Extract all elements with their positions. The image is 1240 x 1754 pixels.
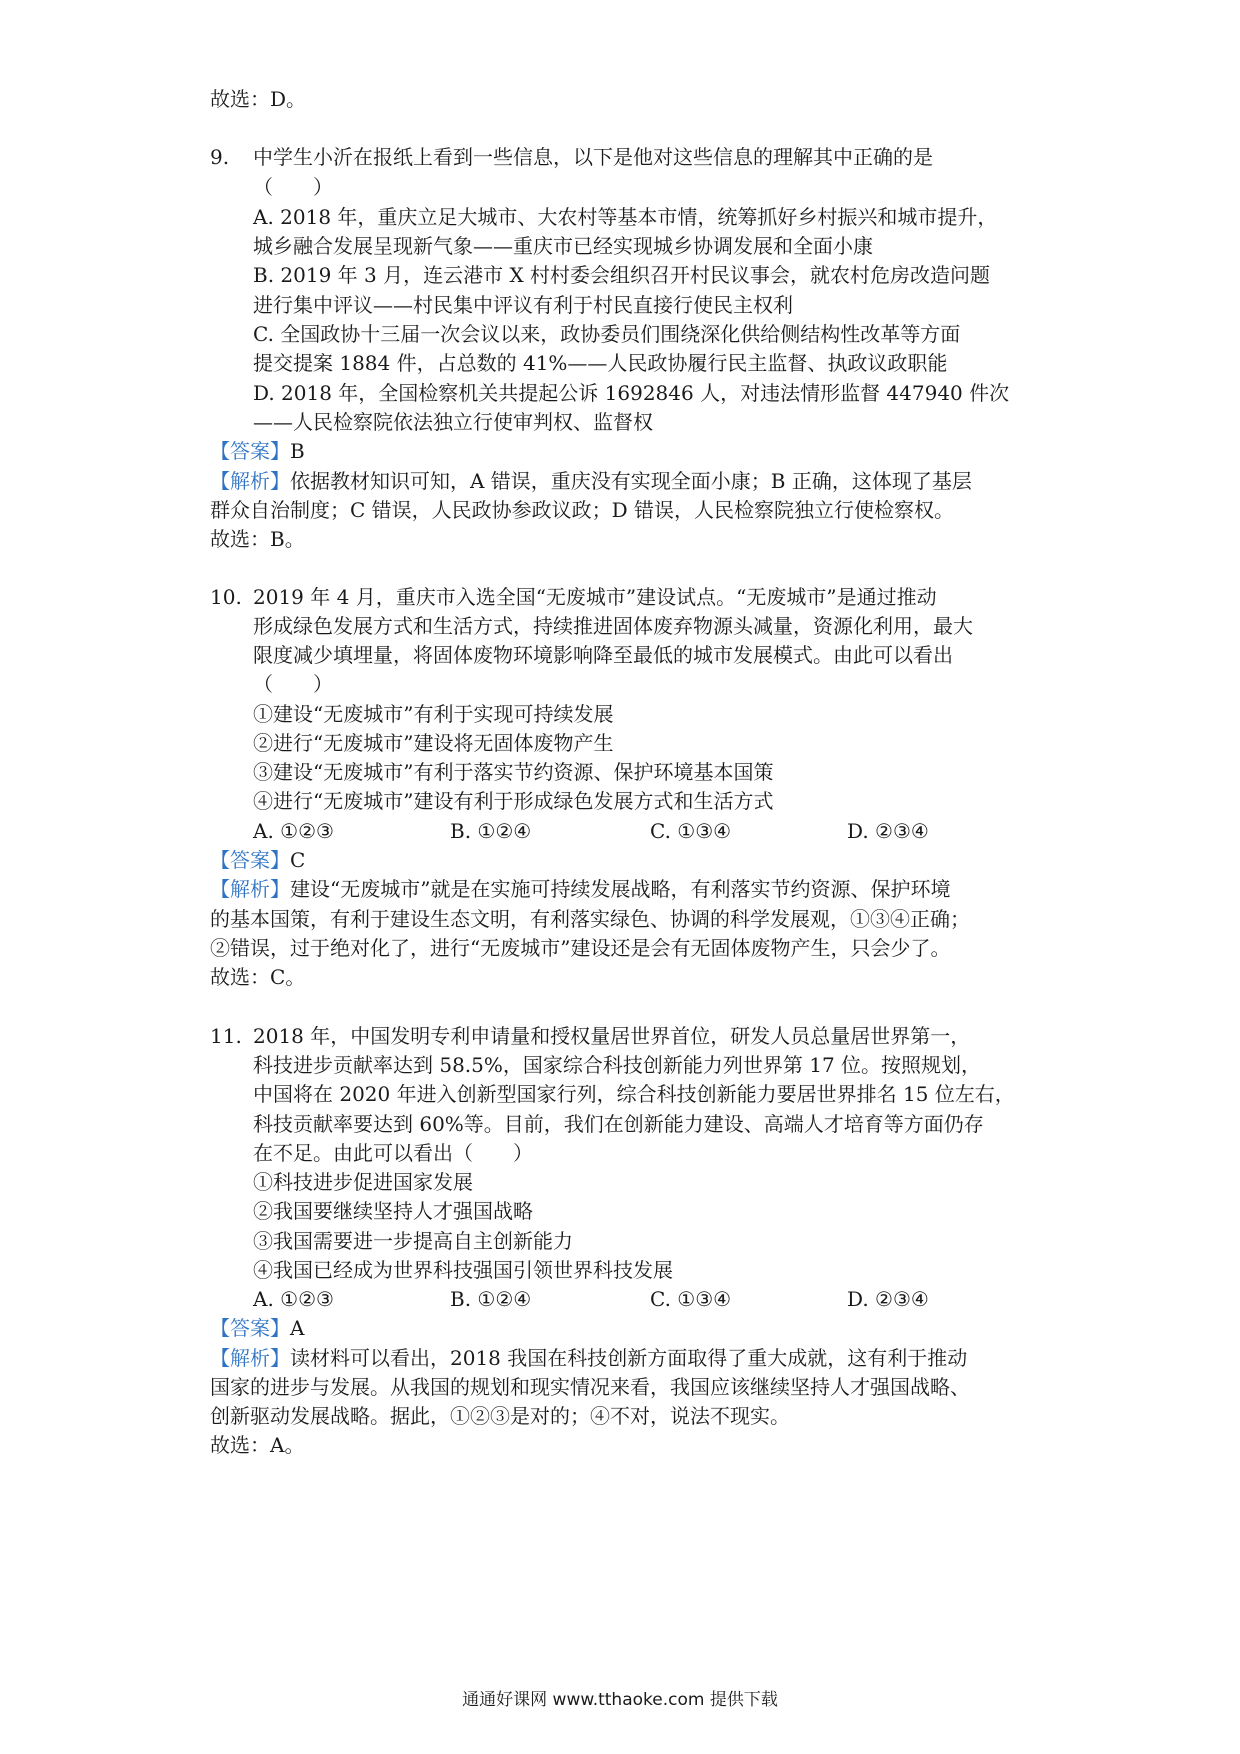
question-stem: 限度减少填埋量，将固体废物环境影响降至最低的城市发展模式。由此可以看出 bbox=[253, 643, 953, 667]
analysis-line: 创新驱动发展战略。据此，①②③是对的；④不对，说法不现实。 bbox=[210, 1404, 790, 1428]
question-stem: 中学生小沂在报纸上看到一些信息，以下是他对这些信息的理解其中正确的是 bbox=[253, 145, 933, 169]
choice-a: A. ①②③ bbox=[253, 819, 334, 843]
analysis-text: 读材料可以看出，2018 我国在科技创新方面取得了重大成就，这有利于推动 bbox=[290, 1346, 968, 1370]
analysis-line: 群众自治制度；C 错误，人民政协参政议政；D 错误，人民检察院独立行使检察权。 bbox=[210, 498, 955, 522]
choice-d: D. ②③④ bbox=[847, 1287, 929, 1311]
answer-tag: 【答案】 bbox=[210, 439, 290, 463]
analysis-line bbox=[210, 466, 972, 496]
answer-value: B bbox=[290, 439, 305, 463]
answer-line bbox=[210, 1313, 304, 1343]
analysis-conclusion: 故选：B。 bbox=[210, 527, 305, 551]
question-stem: 2019 年 4 月，重庆市入选全国“无废城市”建设试点。“无废城市”是通过推动 bbox=[253, 585, 937, 609]
option-line: A. 2018 年，重庆立足大城市、大农村等基本市情，统筹抓好乡村振兴和城市提升， bbox=[253, 205, 998, 229]
analysis-line: 的基本国策，有利于建设生态文明，有利落实绿色、协调的科学发展观，①③④正确； bbox=[210, 907, 970, 931]
prev-conclusion: 故选：D。 bbox=[210, 87, 307, 111]
statement: ①科技进步促进国家发展 bbox=[253, 1170, 473, 1194]
statement: ③我国需要进一步提高自主创新能力 bbox=[253, 1229, 573, 1253]
question-stem: 科技进步贡献率达到 58.5%，国家综合科技创新能力列世界第 17 位。按照规划， bbox=[253, 1053, 982, 1077]
answer-line bbox=[210, 845, 305, 875]
statement: ③建设“无废城市”有利于落实节约资源、保护环境基本国策 bbox=[253, 760, 774, 784]
answer-value: A bbox=[290, 1316, 305, 1340]
question-stem: 科技贡献率要达到 60%等。目前，我们在创新能力建设、高端人才培育等方面仍存 bbox=[253, 1112, 984, 1136]
choice-a: A. ①②③ bbox=[253, 1287, 334, 1311]
option-line: ——人民检察院依法独立行使审判权、监督权 bbox=[253, 410, 653, 434]
option-line: C. 全国政协十三届一次会议以来，政协委员们围绕深化供给侧结构性改革等方面 bbox=[253, 322, 961, 346]
question-stem: 中国将在 2020 年进入创新型国家行列，综合科技创新能力要居世界排名 15 位左右， bbox=[253, 1082, 1015, 1106]
analysis-tag: 【解析】 bbox=[210, 1346, 290, 1370]
choice-c: C. ①③④ bbox=[650, 819, 732, 843]
answer-line bbox=[210, 436, 305, 466]
statement: ①建设“无废城市”有利于实现可持续发展 bbox=[253, 702, 614, 726]
choice-d: D. ②③④ bbox=[847, 819, 929, 843]
analysis-line: ②错误，过于绝对化了，进行“无废城市”建设还是会有无固体废物产生，只会少了。 bbox=[210, 936, 951, 960]
answer-tag: 【答案】 bbox=[210, 848, 290, 872]
analysis-line: 国家的进步与发展。从我国的规划和现实情况来看，我国应该继续坚持人才强国战略、 bbox=[210, 1375, 970, 1399]
statement: ②我国要继续坚持人才强国战略 bbox=[253, 1199, 533, 1223]
analysis-conclusion: 故选：A。 bbox=[210, 1433, 305, 1457]
analysis-tag: 【解析】 bbox=[210, 469, 290, 493]
question-number: 10. bbox=[210, 585, 242, 609]
question-stem: 2018 年，中国发明专利申请量和授权量居世界首位，研发人员总量居世界第一， bbox=[253, 1024, 971, 1048]
question-stem: （ ） bbox=[253, 175, 333, 199]
page-footer: 通通好课网 www.tthaoke.com 提供下载 bbox=[462, 1690, 778, 1710]
option-line: 提交提案 1884 件，占总数的 41%——人民政协履行民主监督、执政议政职能 bbox=[253, 351, 948, 375]
option-line: 进行集中评议——村民集中评议有利于村民直接行使民主权利 bbox=[253, 293, 793, 317]
analysis-conclusion: 故选：C。 bbox=[210, 965, 306, 989]
statement: ④我国已经成为世界科技强国引领世界科技发展 bbox=[253, 1258, 673, 1282]
answer-value: C bbox=[290, 848, 306, 872]
option-line: D. 2018 年，全国检察机关共提起公诉 1692846 人，对违法情形监督 447940 件次 bbox=[253, 381, 1010, 405]
analysis-line bbox=[210, 874, 950, 904]
question-number: 9. bbox=[210, 145, 230, 169]
option-line: B. 2019 年 3 月，连云港市 X 村村委会组织召开村民议事会，就农村危房改造问题 bbox=[253, 263, 991, 287]
answer-tag: 【答案】 bbox=[210, 1316, 290, 1340]
statement: ②进行“无废城市”建设将无固体废物产生 bbox=[253, 731, 614, 755]
question-stem: 在不足。由此可以看出（ ） bbox=[253, 1141, 533, 1165]
statement: ④进行“无废城市”建设有利于形成绿色发展方式和生活方式 bbox=[253, 789, 774, 813]
question-stem: 形成绿色发展方式和生活方式，持续推进固体废弃物源头减量，资源化利用，最大 bbox=[253, 614, 973, 638]
question-stem: （ ） bbox=[253, 672, 333, 696]
choice-b: B. ①②④ bbox=[450, 1287, 532, 1311]
analysis-text: 建设“无废城市”就是在实施可持续发展战略，有利落实节约资源、保护环境 bbox=[290, 877, 951, 901]
analysis-line bbox=[210, 1343, 967, 1373]
choice-b: B. ①②④ bbox=[450, 819, 532, 843]
option-line: 城乡融合发展呈现新气象——重庆市已经实现城乡协调发展和全面小康 bbox=[253, 234, 873, 258]
choice-c: C. ①③④ bbox=[650, 1287, 732, 1311]
question-number: 11. bbox=[210, 1024, 242, 1048]
analysis-tag: 【解析】 bbox=[210, 877, 290, 901]
analysis-text: 依据教材知识可知，A 错误，重庆没有实现全面小康；B 正确，这体现了基层 bbox=[290, 469, 972, 493]
